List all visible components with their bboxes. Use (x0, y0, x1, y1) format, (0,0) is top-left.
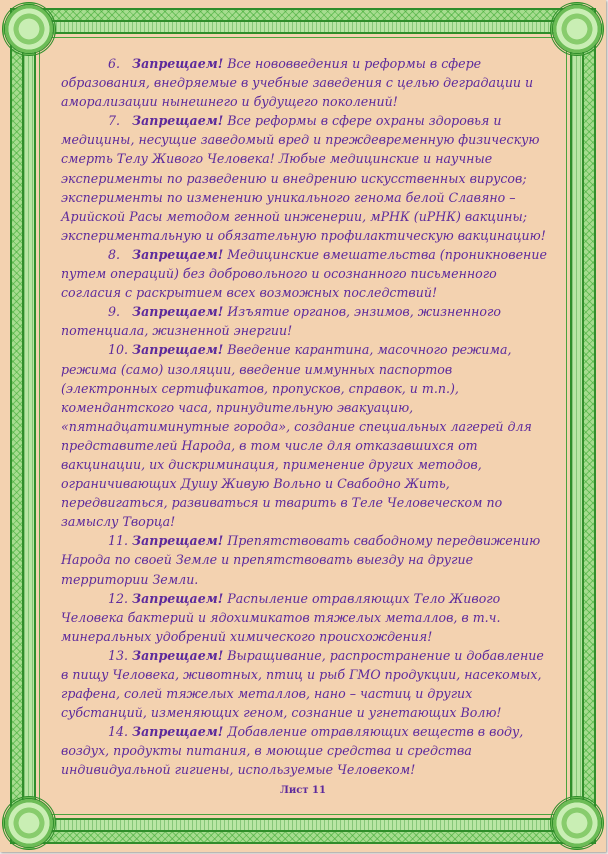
item-keyword: Запрещаем! (132, 304, 224, 320)
list-item (61, 589, 551, 646)
item-text: Выращивание, распространение и добавление в пищу Человека, животных, птиц и рыб ГМО продукции, насекомых, графена, солей тяжелых металлов, нано – частиц и других субстанций, изменяющих геном, сознание и угнетающих Волю! (61, 647, 544, 721)
item-keyword: Запрещаем! (132, 246, 224, 262)
item-number: 11. (108, 533, 129, 549)
list-item (61, 302, 551, 340)
item-text: Медицинские вмешательства (проникновение путем операций) без добровольного и осознанного письменного согласия с раскрытием всех возможных последствий! (61, 246, 547, 301)
item-number: 8. (108, 246, 121, 262)
corner-rosette-icon (550, 796, 604, 850)
list-item (61, 340, 551, 531)
list-item (61, 722, 551, 779)
list-item (61, 531, 551, 588)
item-keyword: Запрещаем! (132, 647, 224, 663)
item-number: 13. (108, 647, 129, 663)
item-text: Препятствовать свабодному передвижению Народа по своей Земле и препятствовать выезду на другие территории Земли. (61, 533, 541, 587)
item-keyword: Запрещаем! (132, 533, 224, 549)
item-text: Изъятие органов, энзимов, жизненного потенциала, жизненной энергии! (61, 304, 501, 339)
item-keyword: Запрещаем! (132, 724, 224, 740)
list-item (61, 245, 551, 302)
item-keyword: Запрещаем! (132, 342, 224, 358)
list-item (61, 646, 551, 722)
item-number: 12. (108, 590, 129, 606)
item-text: Все реформы в сфере охраны здоровья и медицины, несущие заведомый вред и преждевременную физическую смерть Телу Живого Человека! Любые медицинские и научные эксперименты по разведению и внедрению искусственных вирусов; эксперименты по изменению уникального генома белой Славяно – Арийской Расы методом генной инженерии, мРНК (иРНК) вакцины; экспериментальную и обязательную профилактическую вакцинацию! (61, 113, 546, 243)
item-number: 6. (108, 56, 121, 71)
item-text: Все нововведения и реформы в сфере образования, внедряемые в учебные заведения с целью деградации и аморализации нынешнего и будущего поколений! (61, 56, 534, 110)
corner-rosette-icon (550, 2, 604, 56)
item-text: Введение карантина, масочного режима, режима (само) изоляции, введение иммунных паспортов (электронных сертификатов, пропусков, справок, и т.п.), комендантского часа, принудительную эвакуацию, «пятнадцатиминутные города», создание специальных лагерей для представителей Народа, в том числе для отказавшихся от вакцинации, их дискриминация, применение других методов, ограничивающих Душу Живую Вольно и Свабодно Жить, передвигаться, развиваться и тварить в Теле Человеческом по замыслу Творца! (61, 342, 532, 530)
item-number: 14. (108, 724, 129, 740)
item-text: Добавление отравляющих веществ в воду, воздух, продукты питания, в моющие средства и средства индивидуальной гигиены, используемые Человеком! (61, 724, 524, 778)
item-keyword: Запрещаем! (132, 113, 224, 129)
item-number: 7. (108, 113, 121, 129)
item-number: 9. (108, 304, 121, 320)
document-body (61, 54, 551, 780)
item-keyword: Запрещаем! (132, 56, 224, 71)
list-item (61, 111, 551, 245)
corner-rosette-icon (2, 796, 56, 850)
item-number: 10. (108, 342, 129, 358)
page-number: Лист 11 (280, 785, 326, 796)
item-text: Распыление отравляющих Тело Живого Человека бактерий и ядохимикатов тяжелых металлов, в т.ч. минеральных удобрений химического происхождения! (61, 590, 501, 644)
item-keyword: Запрещаем! (132, 590, 224, 606)
corner-rosette-icon (2, 2, 56, 56)
list-item (61, 54, 551, 111)
